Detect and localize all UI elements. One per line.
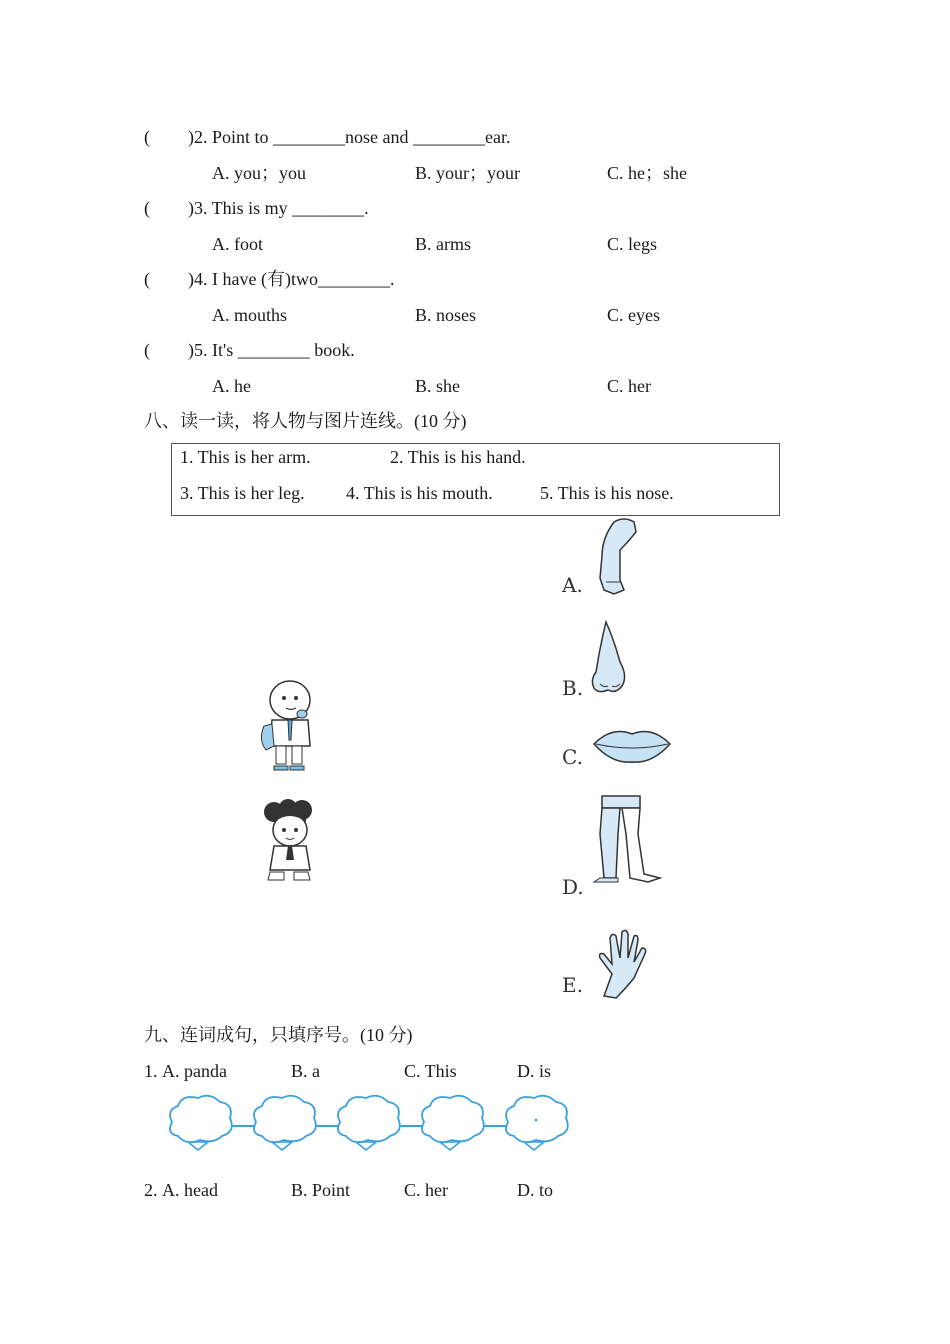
label-b: B. (562, 676, 584, 700)
option-c[interactable]: C. eyes (607, 305, 660, 325)
hand-icon[interactable] (590, 926, 650, 998)
question-text: )2. Point to ________nose and ________ear. (188, 127, 511, 147)
answer-paren[interactable]: ( (144, 269, 150, 289)
q2-option-a: A. head (162, 1180, 218, 1200)
answer-cloud-1[interactable] (170, 1096, 232, 1150)
q1-option-d: D. is (517, 1061, 552, 1081)
sentence-1: 1. This is her arm. (180, 447, 311, 467)
q1-option-c: C. This (404, 1061, 457, 1081)
nose-icon[interactable] (588, 620, 628, 696)
sentence-5: 5. This is his nose. (540, 483, 674, 503)
option-c[interactable]: C. legs (607, 234, 658, 254)
option-a[interactable]: A. he (212, 376, 251, 396)
answer-paren[interactable]: ( (144, 198, 150, 218)
answer-paren[interactable]: ( (144, 127, 150, 147)
section-8-title: 八、读一读，将人物与图片连线。(10 分) (144, 411, 467, 431)
arm-icon[interactable] (594, 516, 640, 596)
option-a[interactable]: A. foot (212, 234, 263, 254)
option-b[interactable]: B. noses (415, 305, 477, 325)
label-d: D. (562, 875, 584, 899)
label-a: A. (562, 573, 583, 597)
cloud-answer-chain (160, 1092, 580, 1156)
girl-icon[interactable] (262, 800, 318, 884)
question-text: )4. I have (有)two________. (188, 269, 395, 289)
option-b[interactable]: B. your；your (415, 163, 520, 183)
option-b[interactable]: B. arms (415, 234, 471, 254)
q1-option-a: A. panda (162, 1061, 227, 1081)
answer-cloud-3[interactable] (338, 1096, 400, 1150)
sentence-2: 2. This is his hand. (390, 447, 526, 467)
legs-icon[interactable] (590, 794, 666, 884)
option-a[interactable]: A. you；you (212, 163, 306, 183)
answer-cloud-2[interactable] (254, 1096, 316, 1150)
answer-cloud-5[interactable] (506, 1096, 568, 1150)
option-c[interactable]: C. her (607, 376, 651, 396)
sentence-3: 3. This is her leg. (180, 483, 305, 503)
q1-option-b: B. a (291, 1061, 320, 1081)
q2-option-c: C. her (404, 1180, 448, 1200)
section-9-title: 九、连词成句，只填序号。(10 分) (144, 1025, 413, 1045)
option-c[interactable]: C. he；she (607, 163, 687, 183)
q2-option-b: B. Point (291, 1180, 351, 1200)
lips-icon[interactable] (592, 726, 672, 764)
label-c: C. (562, 745, 583, 769)
answer-paren[interactable]: ( (144, 340, 150, 360)
q1-number: 1. (144, 1061, 158, 1081)
answer-cloud-4[interactable] (422, 1096, 484, 1150)
q2-number: 2. (144, 1180, 158, 1200)
sentence-4: 4. This is his mouth. (346, 483, 493, 503)
question-text: )5. It's ________ book. (188, 340, 355, 360)
q2-option-d: D. to (517, 1180, 553, 1200)
boy-icon[interactable] (258, 680, 318, 772)
option-a[interactable]: A. mouths (212, 305, 288, 325)
question-text: )3. This is my ________. (188, 198, 369, 218)
label-e: E. (562, 973, 583, 997)
option-b[interactable]: B. she (415, 376, 460, 396)
